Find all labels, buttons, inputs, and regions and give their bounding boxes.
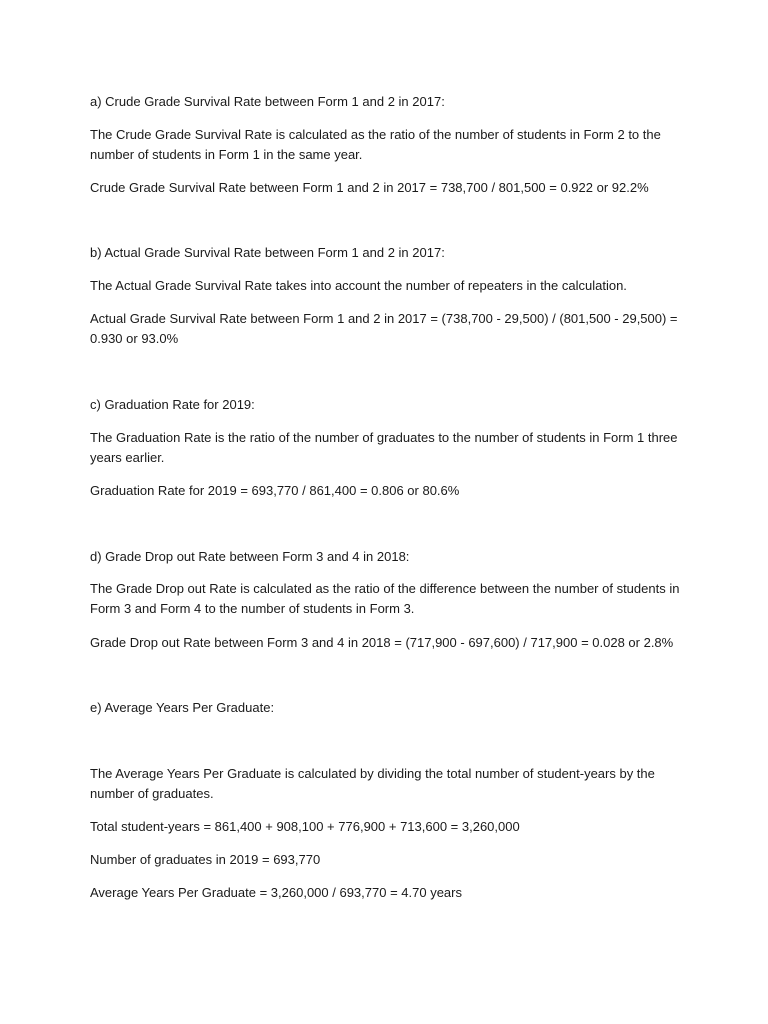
section-a-explanation: The Crude Grade Survival Rate is calculated as the ratio of the number of students in Form 2 to the number of students in Form 1 in the same year.	[90, 127, 661, 162]
section-d-calculation: Grade Drop out Rate between Form 3 and 4 in 2018 = (717,900 - 697,600) / 717,900 = 0.028 or 2.8%	[90, 635, 674, 650]
section-a-heading: a) Crude Grade Survival Rate between Form 1 and 2 in 2017:	[90, 94, 445, 109]
section-c-explanation: The Graduation Rate is the ratio of the number of graduates to the number of students in Form 1 three years earlier.	[90, 430, 678, 465]
section-e-graduates: Number of graduates in 2019 = 693,770	[90, 852, 321, 867]
section-b-explanation: The Actual Grade Survival Rate takes into account the number of repeaters in the calculation.	[90, 278, 627, 293]
section-d-heading: d) Grade Drop out Rate between Form 3 and 4 in 2018:	[90, 549, 410, 564]
section-e-result: Average Years Per Graduate = 3,260,000 / 693,770 = 4.70 years	[90, 885, 462, 900]
section-b-heading: b) Actual Grade Survival Rate between Form 1 and 2 in 2017:	[90, 245, 445, 260]
section-a-calculation: Crude Grade Survival Rate between Form 1 and 2 in 2017 = 738,700 / 801,500 = 0.922 or 92.2%	[90, 180, 649, 195]
section-d-explanation: The Grade Drop out Rate is calculated as the ratio of the difference between the number of students in Form 3 and Form 4 to the number of students in Form 3.	[90, 581, 680, 616]
section-c-calculation: Graduation Rate for 2019 = 693,770 / 861,400 = 0.806 or 80.6%	[90, 483, 460, 498]
section-e-explanation: The Average Years Per Graduate is calculated by dividing the total number of student-years by the number of graduates.	[90, 766, 655, 801]
section-c-heading: c) Graduation Rate for 2019:	[90, 397, 255, 412]
section-e-heading: e) Average Years Per Graduate:	[90, 700, 275, 715]
section-b-calculation: Actual Grade Survival Rate between Form 1 and 2 in 2017 = (738,700 - 29,500) / (801,500 - 29,500) = 0.930 or 93.0%	[90, 311, 678, 346]
section-e-total-student-years: Total student-years = 861,400 + 908,100 + 776,900 + 713,600 = 3,260,000	[90, 819, 520, 834]
